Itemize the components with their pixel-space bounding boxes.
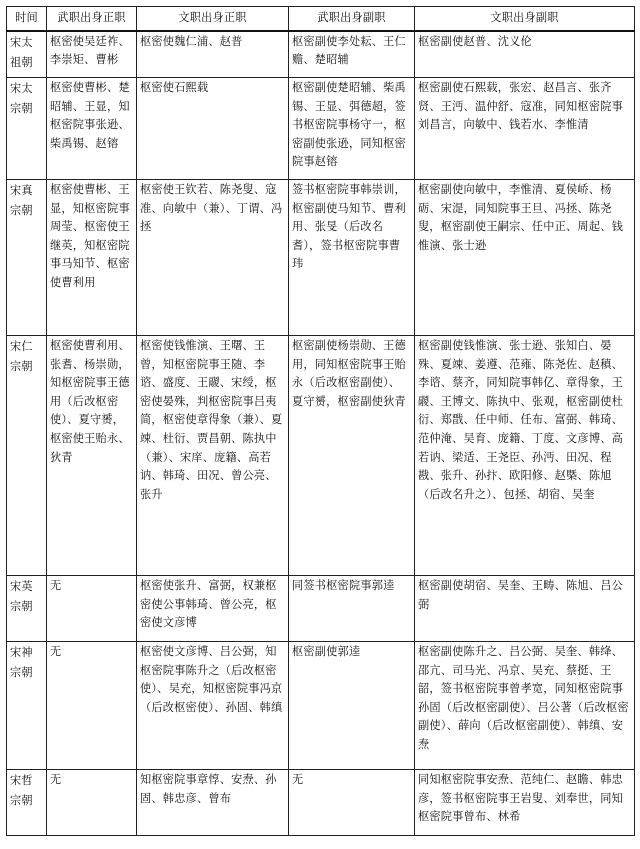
era-cell: 宋神宗朝 <box>7 642 47 770</box>
military-deputy-cell: 枢密副使郭逵 <box>289 642 415 770</box>
military-deputy-cell: 无 <box>289 770 415 836</box>
table-row <box>7 78 635 180</box>
civil-principal-cell: 枢密使王钦若、陈尧叟、寇准、向敏中（兼）、丁谓、冯拯 <box>137 180 289 336</box>
civil-principal-cell: 枢密使文彦博、吕公弼，知枢密院事陈升之（后改枢密使）、吴充，知枢密院事冯京（后改枢密使）、孙固、韩缜 <box>137 642 289 770</box>
table-header <box>7 7 635 31</box>
officials-table <box>6 6 635 836</box>
era-cell: 宋真宗朝 <box>7 180 47 336</box>
civil-principal-cell: 枢密使魏仁浦、赵普 <box>137 31 289 78</box>
military-principal-cell: 无 <box>47 642 137 770</box>
header-military-principal: 武职出身正职 <box>47 7 137 31</box>
header-civil-principal: 文职出身正职 <box>137 7 289 31</box>
military-principal-cell: 无 <box>47 770 137 836</box>
civil-deputy-cell: 枢密副使陈升之、吕公弼、吴奎、韩绛、邵亢、司马光、冯京、吴充、蔡挺、王韶，签书枢密院事曾孝宽，同知枢密院事孙固（后改枢密副使）、吕公著（后改枢密副使）、薛向（后改枢密副使）、韩缜、安焘 <box>415 642 635 770</box>
table-row <box>7 180 635 336</box>
military-principal-cell: 无 <box>47 576 137 642</box>
era-cell: 宋英宗朝 <box>7 576 47 642</box>
civil-deputy-cell: 枢密副使赵普、沈义伦 <box>415 31 635 78</box>
civil-principal-cell: 枢密使张升、富弼，权兼枢密使公事韩琦、曾公亮，枢密使文彦博 <box>137 576 289 642</box>
header-military-deputy: 武职出身副职 <box>289 7 415 31</box>
civil-principal-cell: 知枢密院事章惇、安焘、孙固、韩忠彦、曾布 <box>137 770 289 836</box>
header-row <box>7 7 635 31</box>
header-era: 时间 <box>7 7 47 31</box>
civil-principal-cell: 枢密使石熙载 <box>137 78 289 180</box>
table-row <box>7 336 635 576</box>
military-principal-cell: 枢密使曹利用、张耆、杨崇勋，知枢密院事王德用（后改枢密使）、夏守赟，枢密使王贻永、狄青 <box>47 336 137 576</box>
military-principal-cell: 枢密使曹彬、楚昭辅、王显，知枢密院事张逊、柴禹锡、赵镕 <box>47 78 137 180</box>
table-row <box>7 576 635 642</box>
military-deputy-cell: 枢密副使李处耘、王仁赡、楚昭辅 <box>289 31 415 78</box>
civil-deputy-cell: 枢密副使胡宿、吴奎、王畴、陈旭、吕公弼 <box>415 576 635 642</box>
civil-deputy-cell: 枢密副使钱惟演、张士逊、张知白、晏殊、夏竦、姜遵、范雍、陈尧佐、赵稹、李谘、蔡齐，同知院事韩亿、章得象，王鬷、王博文、陈执中、张观，枢密副使杜衍、郑戬、任中师、任布、富弼、韩琦、范仲淹、吴育、庞籍、丁度、文彦博、高若讷、梁适、王尧臣、孙沔、田况、程戡、张升、孙抃、欧阳修、赵槩、陈旭（后改名升之）、包拯、胡宿、吴奎 <box>415 336 635 576</box>
era-cell: 宋太祖朝 <box>7 31 47 78</box>
civil-principal-cell: 枢密使钱惟演、王曙、王曾，知枢密院事王随、李谘、盛度、王鬷、宋绶，枢密使晏殊，判枢密院事吕夷简，枢密使章得象（兼）、夏竦、杜衍、贾昌朝、陈执中（兼）、宋庠、庞籍、高若讷、韩琦、田况、曾公亮、张升 <box>137 336 289 576</box>
military-deputy-cell: 枢密副使楚昭辅、柴禹锡、王显、弭德超，签书枢密院事杨守一，枢密副使张逊，同知枢密院事赵镕 <box>289 78 415 180</box>
military-deputy-cell: 枢密副使杨崇勋、王德用，同知枢密院事王贻永（后改枢密副使）、夏守赟，枢密副使狄青 <box>289 336 415 576</box>
era-cell: 宋太宗朝 <box>7 78 47 180</box>
military-deputy-cell: 签书枢密院事韩崇训，枢密副使马知节、曹利用、张旻（后改名耆），签书枢密院事曹玮 <box>289 180 415 336</box>
civil-deputy-cell: 同知枢密院事安焘、范纯仁、赵瞻、韩忠彦，签书枢密院事王岩叟、刘奉世，同知枢密院事曾布、林希 <box>415 770 635 836</box>
header-civil-deputy: 文职出身副职 <box>415 7 635 31</box>
table-body <box>7 31 635 836</box>
table-row <box>7 770 635 836</box>
table-row <box>7 31 635 78</box>
civil-deputy-cell: 枢密副使向敏中，李惟清、夏侯峤、杨砺、宋湜，同知院事王旦、冯拯、陈尧叟，枢密副使王嗣宗、任中正、周起、钱惟演、张士逊 <box>415 180 635 336</box>
military-principal-cell: 枢密使曹彬、王显，知枢密院事周莹、枢密使王继英，知枢密院事马知节、枢密使曹利用 <box>47 180 137 336</box>
military-deputy-cell: 同签书枢密院事郭逵 <box>289 576 415 642</box>
table-row <box>7 642 635 770</box>
era-cell: 宋仁宗朝 <box>7 336 47 576</box>
military-principal-cell: 枢密使吴廷祚、李崇矩、曹彬 <box>47 31 137 78</box>
era-cell: 宋哲宗朝 <box>7 770 47 836</box>
civil-deputy-cell: 枢密副使石熙载，张宏、赵昌言、张齐贤、王沔、温仲舒、寇准，同知枢密院事刘昌言，向敏中、钱若水、李惟清 <box>415 78 635 180</box>
